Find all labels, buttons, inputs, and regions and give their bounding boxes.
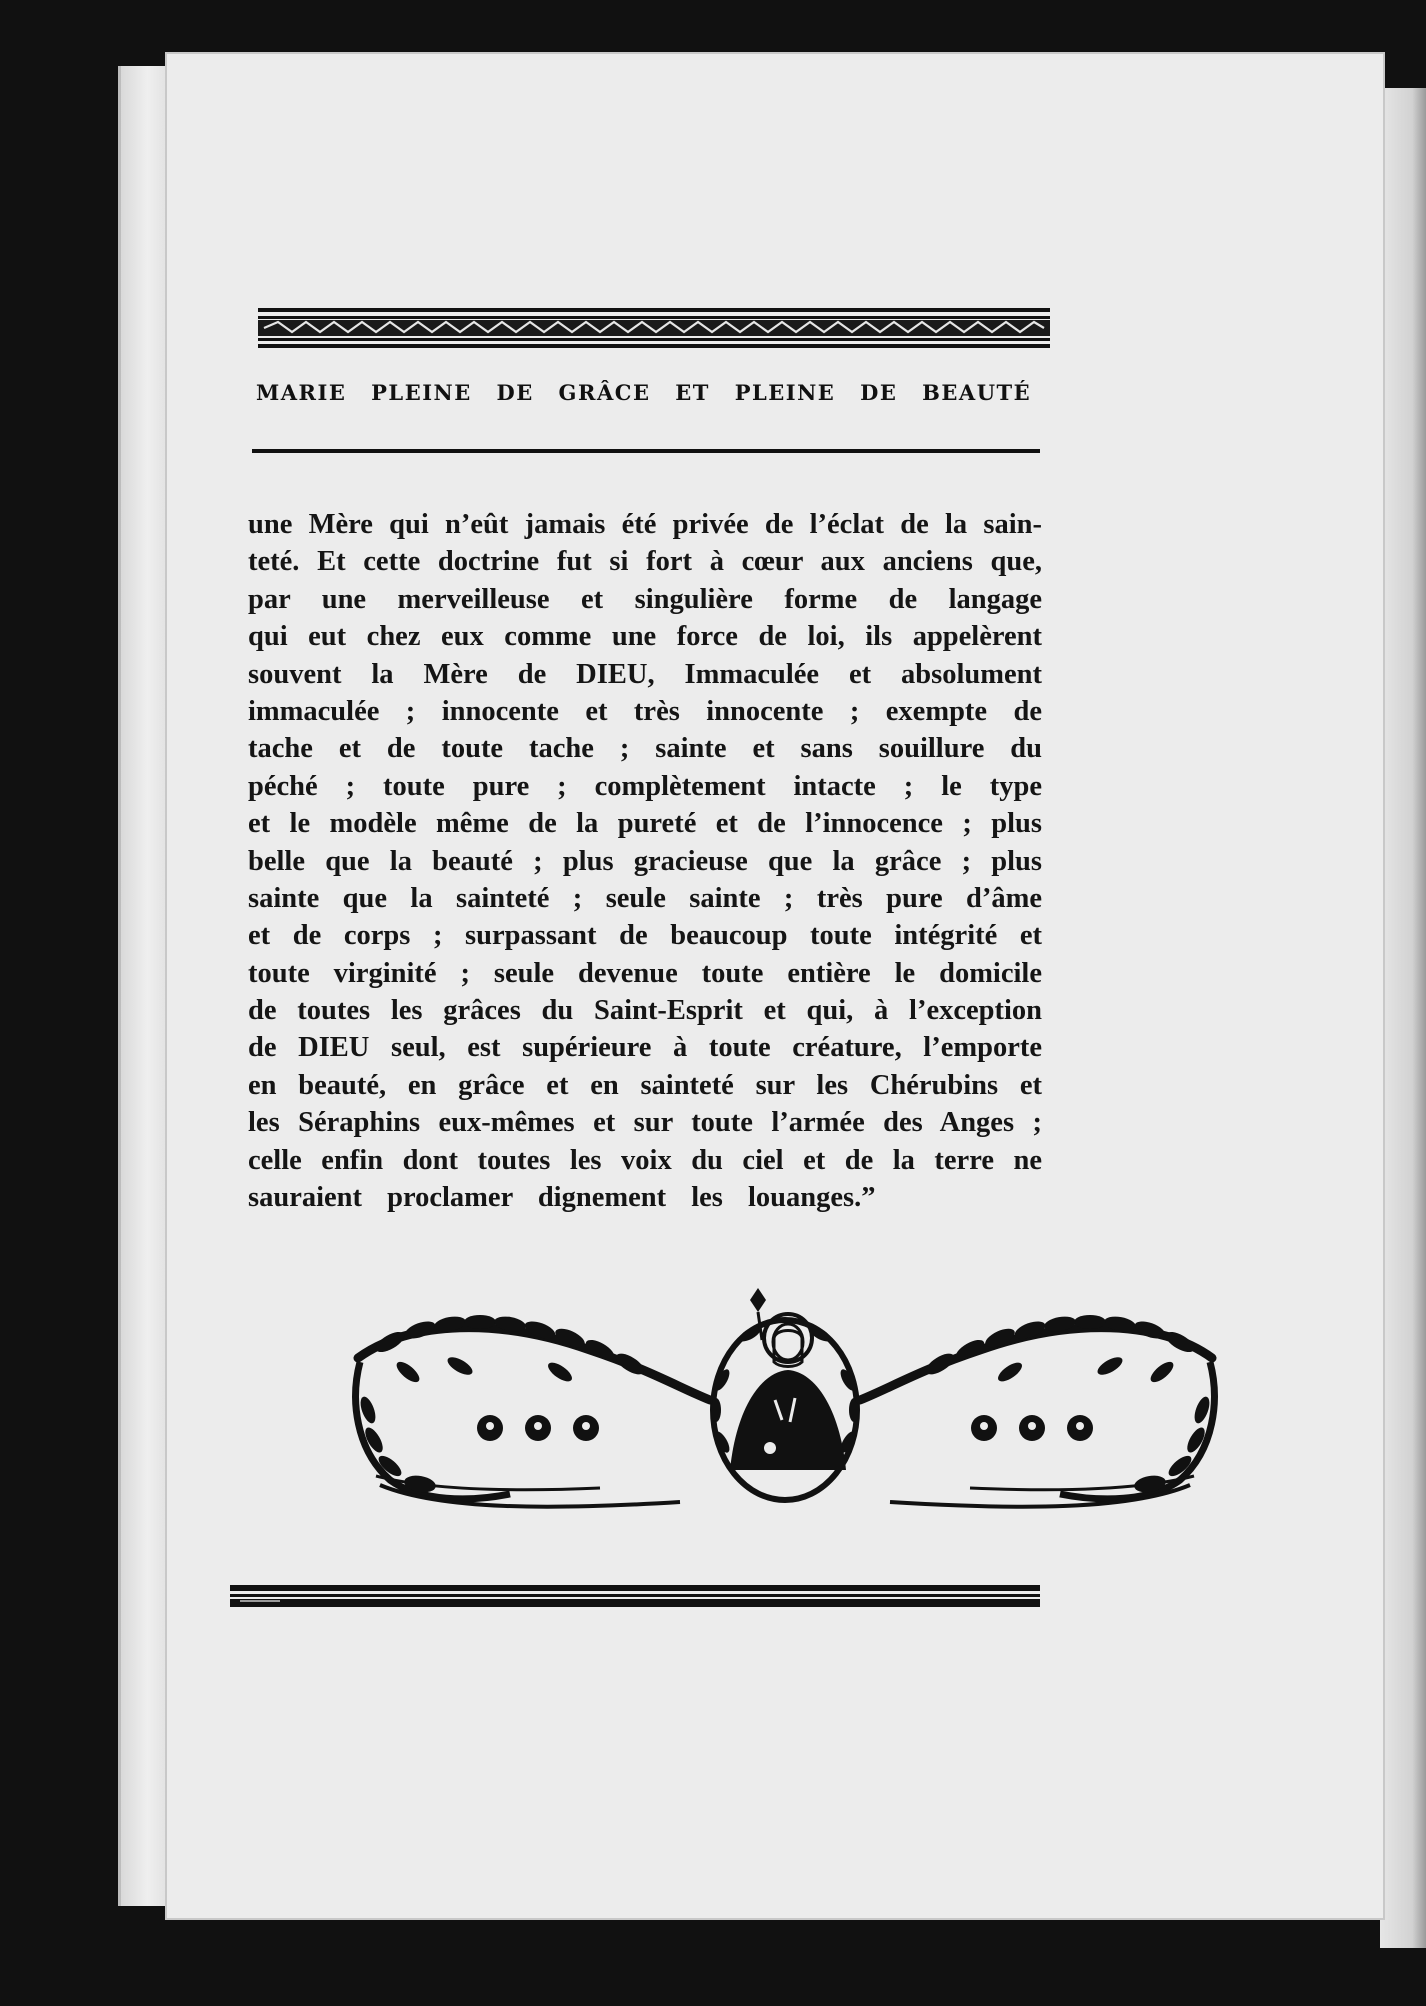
body-line: souvent la Mère de DIEU, Immaculée et absolument [248,658,1042,690]
body-line: toute virginité ; seule devenue toute entière le domicile [248,957,1042,989]
body-line: celle enfin dont toutes les voix du ciel et de la terre ne [248,1144,1042,1176]
body-line-last: sauraient proclamer dignement les louanges.” [248,1182,876,1214]
body-line: immaculée ; innocente et très innocente ; exempte de [248,695,1042,727]
body-line: en beauté, en grâce et en sainteté sur les Chérubins et [248,1069,1042,1101]
body-line: une Mère qui n’eût jamais été privée de l’éclat de la sain- [248,509,1042,540]
body-line: les Séraphins eux-mêmes et sur toute l’armée des Anges ; [248,1107,1042,1139]
body-line: tache et de toute tache ; sainte et sans souillure du [248,733,1042,765]
body-text [248,506,1042,1216]
body-line: et de corps ; surpassant de beaucoup toute intégrité et [248,920,1042,952]
ornamental-top-rule [258,308,1050,348]
page-edge-right [1380,88,1426,1948]
body-line: teté. Et cette doctrine fut si fort à cœur aux anciens que, [248,546,1042,578]
body-line: et le modèle même de la pureté et de l’innocence ; plus [248,808,1042,840]
body-line: sainte que la sainteté ; seule sainte ; très pure d’âme [248,882,1042,914]
bottom-double-rule [230,1585,1040,1609]
madonna-ornament [350,1280,1220,1530]
body-line: belle que la beauté ; plus gracieuse que la grâce ; plus [248,845,1042,877]
running-head: MARIE PLEINE DE GRÂCE ET PLEINE DE BEAUTÉ [256,380,1032,405]
body-line: par une merveilleuse et singulière forme de langage [248,583,1042,615]
body-line: péché ; toute pure ; complètement intacte ; le type [248,770,1042,802]
header-rule [252,449,1040,453]
page-edge-left [118,66,165,1906]
body-line: de DIEU seul, est supérieure à toute créature, l’emporte [248,1032,1042,1064]
body-line: qui eut chez eux comme une force de loi, ils appelèrent [248,621,1042,653]
body-line: de toutes les grâces du Saint-Esprit et qui, à l’exception [248,995,1042,1027]
